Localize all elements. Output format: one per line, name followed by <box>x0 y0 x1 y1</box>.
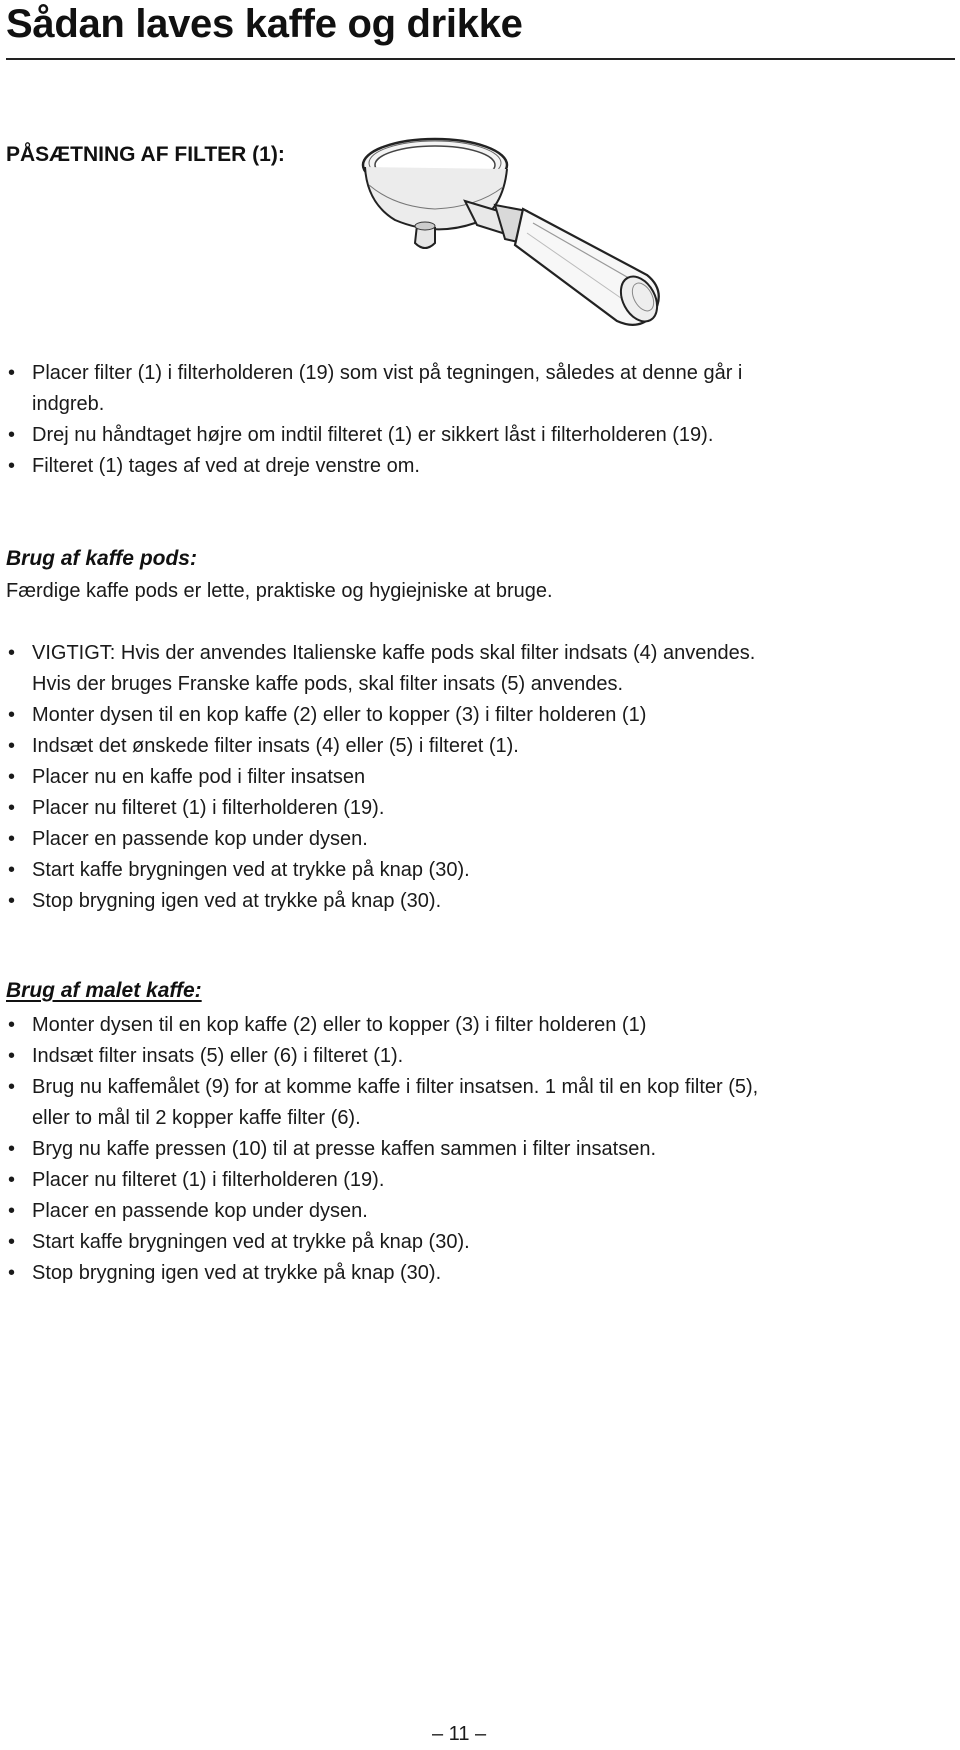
list-item: • Placer nu en kaffe pod i filter insatsen <box>6 762 946 793</box>
list-item: • Indsæt filter insats (5) eller (6) i filteret (1). <box>6 1041 946 1072</box>
filter-section-heading: PÅSÆTNING AF FILTER (1): <box>6 143 285 166</box>
list-item: • Placer en passende kop under dysen. <box>6 824 946 855</box>
list-item-continuation: indgreb. <box>32 393 105 415</box>
pods-section-heading: Brug af kaffe pods: <box>6 547 197 570</box>
list-item: • Stop brygning igen ved at trykke på knap (30). <box>6 886 946 917</box>
list-item: • Start kaffe brygningen ved at trykke på knap (30). <box>6 1227 946 1258</box>
list-item: • Stop brygning igen ved at trykke på knap (30). <box>6 1258 946 1289</box>
list-item: • Monter dysen til en kop kaffe (2) eller to kopper (3) i filter holderen (1) <box>6 1010 946 1041</box>
page-number: – 11 – <box>432 1723 487 1745</box>
list-item: • Placer en passende kop under dysen. <box>6 1196 946 1227</box>
list-item-continuation: eller to mål til 2 kopper kaffe filter (6). <box>32 1107 361 1129</box>
list-item: • Brug nu kaffemålet (9) for at komme kaffe i filter insatsen. 1 mål til en kop filter (5), <box>6 1072 946 1103</box>
list-item: • Placer filter (1) i filterholderen (19) som vist på tegningen, således at denne går i <box>6 358 946 389</box>
title-divider <box>6 58 955 60</box>
page-title: Sådan laves kaffe og drikke <box>6 2 523 46</box>
list-item: • Indsæt det ønskede filter insats (4) eller (5) i filteret (1). <box>6 731 946 762</box>
list-item: • Monter dysen til en kop kaffe (2) eller to kopper (3) i filter holderen (1) <box>6 700 946 731</box>
list-item: • VIGTIGT: Hvis der anvendes Italienske kaffe pods skal filter indsats (4) anvendes. <box>6 638 946 669</box>
filter-instructions-list <box>6 358 946 482</box>
list-item: • Bryg nu kaffe pressen (10) til at presse kaffen sammen i filter insatsen. <box>6 1134 946 1165</box>
list-item-continuation: Hvis der bruges Franske kaffe pods, skal filter insats (5) anvendes. <box>32 673 624 695</box>
portafilter-illustration <box>355 125 685 350</box>
list-item: • Start kaffe brygningen ved at trykke på knap (30). <box>6 855 946 886</box>
list-item: • Drej nu håndtaget højre om indtil filteret (1) er sikkert låst i filterholderen (19). <box>6 420 946 451</box>
ground-coffee-instructions-list <box>6 1010 946 1289</box>
ground-coffee-section-heading: Brug af malet kaffe: <box>6 979 202 1002</box>
pods-instructions-list <box>6 638 946 917</box>
list-item: • Placer nu filteret (1) i filterholderen (19). <box>6 1165 946 1196</box>
pods-intro-text: Færdige kaffe pods er lette, praktiske og hygiejniske at bruge. <box>6 580 553 602</box>
list-item: • Placer nu filteret (1) i filterholderen (19). <box>6 793 946 824</box>
list-item: • Filteret (1) tages af ved at dreje venstre om. <box>6 451 946 482</box>
